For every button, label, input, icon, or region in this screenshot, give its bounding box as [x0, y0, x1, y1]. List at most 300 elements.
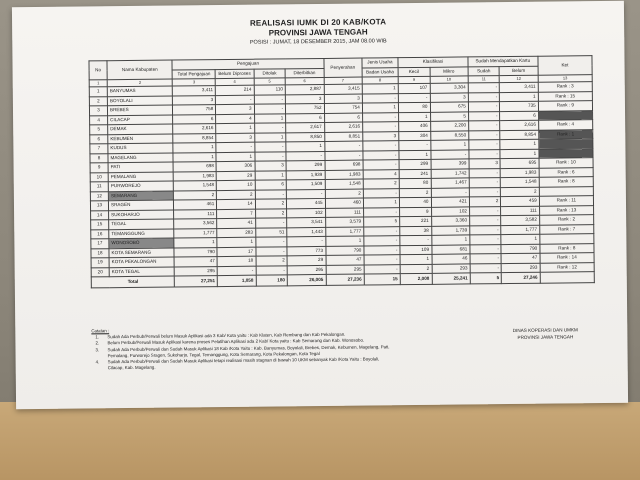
cell-no: 2	[89, 96, 107, 106]
cell-no: 1	[89, 87, 107, 97]
index-cell: 9	[398, 76, 430, 83]
cell-no: 18	[91, 248, 109, 258]
cell-total: 758	[173, 105, 216, 115]
cell-terbit: 1,509	[286, 179, 324, 189]
total-kecil: 2,008	[400, 273, 432, 284]
cell-terbit: 1	[286, 141, 324, 151]
cell-total: 2,616	[173, 124, 216, 134]
cell-total: 461	[174, 200, 217, 210]
index-cell: 1	[89, 80, 107, 87]
cell-belumk: 2,616	[500, 120, 538, 130]
cell-mikro: 102	[431, 206, 469, 216]
cell-sudah: -	[469, 168, 501, 178]
cell-belum: 283	[217, 228, 255, 238]
desk-surface	[0, 402, 640, 480]
cell-serah: 3	[324, 94, 362, 104]
cell-ditolak: -	[254, 123, 286, 133]
cell-name: SUKOHARJO	[109, 210, 175, 220]
cell-sudah: -	[470, 263, 502, 273]
cell-name: WONOSOBO	[109, 238, 175, 248]
cell-no: 12	[90, 191, 108, 201]
header-pengajuan: Pengajuan	[172, 58, 323, 69]
cell-name: BOYOLALI	[107, 96, 173, 106]
cell-ditolak: -	[255, 189, 287, 199]
cell-name: KOTA PEKALONGAN	[109, 257, 175, 267]
cell-ket: Rank : 4	[538, 120, 592, 130]
cell-total: 1	[173, 152, 216, 162]
cell-ket	[540, 234, 594, 244]
cell-kecil: 40	[399, 197, 431, 207]
cell-belumk: 3,582	[501, 215, 539, 225]
cell-name: PATI	[108, 162, 174, 172]
index-cell: 5	[254, 78, 286, 85]
cell-total: 47	[174, 257, 217, 267]
cell-sudah: -	[469, 178, 501, 188]
cell-belum: 17	[217, 247, 255, 257]
realisasi-table	[88, 55, 594, 288]
cell-sudah: -	[468, 111, 500, 121]
cell-serah: 2,616	[324, 122, 362, 132]
header-mikro: Mikro	[430, 66, 468, 76]
cell-no: 10	[90, 172, 108, 182]
cell-name: KUDUS	[108, 143, 174, 153]
cell-name: DEMAK	[108, 124, 174, 134]
cell-ditolak: -	[256, 265, 288, 275]
cell-mikro: 675	[430, 102, 468, 112]
cell-badan: -	[364, 264, 400, 274]
cell-ditolak: -	[254, 142, 286, 152]
cell-serah: 295	[326, 265, 364, 275]
cell-sudah: -	[470, 225, 502, 235]
cell-belum: 1	[216, 123, 254, 133]
cell-mikro: 399	[431, 159, 469, 169]
cell-belumk: 1	[500, 92, 538, 102]
cell-kecil: -	[398, 93, 430, 103]
cell-ket	[539, 186, 593, 196]
cell-badan: -	[364, 226, 400, 236]
cell-kecil: 2	[399, 188, 431, 198]
cell-terbit: 299	[286, 160, 324, 170]
cell-ket: Rank : 8	[540, 243, 594, 253]
cell-badan: 2	[363, 179, 399, 189]
cell-total: 3,411	[173, 86, 216, 96]
cell-sudah: -	[468, 102, 500, 112]
cell-mikro: -	[431, 187, 469, 197]
cell-serah: 8,851	[324, 132, 362, 142]
cell-ditolak: 3	[255, 161, 287, 171]
cell-serah: 1	[325, 236, 363, 246]
cell-ket: Rank : 7	[539, 224, 593, 234]
total-sudah: 5	[470, 273, 502, 284]
cell-sudah: -	[470, 254, 502, 264]
index-cell: 13	[538, 75, 592, 83]
cell-ditolak: 1	[255, 170, 287, 180]
total-belumk: 27,246	[502, 272, 540, 283]
cell-ket	[539, 148, 593, 158]
cell-belum: 1	[217, 237, 255, 247]
cell-belumk: 111	[501, 206, 539, 216]
cell-mikro: 3,304	[430, 83, 468, 93]
cell-ket: Rank : 1	[538, 129, 592, 139]
cell-terbit: -	[287, 189, 325, 199]
cell-no: 4	[90, 115, 108, 125]
cell-sudah: -	[469, 140, 501, 150]
cell-belumk: 2	[501, 187, 539, 197]
cell-no: 8	[90, 153, 108, 163]
cell-badan: -	[363, 150, 399, 160]
cell-kecil: 299	[399, 159, 431, 169]
cell-belumk: 293	[502, 263, 540, 273]
cell-sudah: -	[470, 244, 502, 254]
cell-no: 9	[90, 163, 108, 173]
cell-belumk: 790	[501, 244, 539, 254]
cell-terbit: 1,939	[286, 170, 324, 180]
cell-no: 20	[91, 267, 109, 277]
cell-belumk: 47	[501, 253, 539, 263]
index-cell: 7	[324, 77, 362, 84]
cell-terbit: 2,887	[285, 84, 323, 94]
cell-name: SRAGEN	[108, 200, 174, 210]
cell-belum: -	[217, 266, 255, 276]
cell-badan: 1	[362, 84, 398, 94]
cell-mikro: 1,467	[431, 178, 469, 188]
cell-sudah: 3	[469, 159, 501, 169]
cell-sudah: -	[468, 83, 500, 93]
cell-terbit: 2,617	[286, 122, 324, 132]
cell-serah: 754	[324, 103, 362, 113]
cell-no: 13	[90, 201, 108, 211]
document-sheet	[12, 1, 628, 409]
cell-terbit: 773	[287, 246, 325, 256]
total-badan: 15	[364, 274, 400, 285]
cell-mikro: 8,550	[430, 130, 468, 140]
cell-belum: 14	[217, 199, 255, 209]
cell-ket: Rank : 6	[539, 167, 593, 177]
cell-sudah: -	[469, 216, 501, 226]
notes-heading: Catatan :	[91, 328, 110, 334]
cell-ditolak: 2	[255, 199, 287, 209]
cell-total: 1,983	[174, 171, 217, 181]
header-diterbitkan: Diterbitkan	[285, 68, 323, 78]
cell-badan: -	[363, 188, 399, 198]
cell-kecil: 1	[399, 150, 431, 160]
cell-name: MAGELANG	[108, 153, 174, 163]
cell-ket	[538, 110, 592, 120]
cell-serah: 1,548	[325, 179, 363, 189]
cell-total: 111	[174, 209, 217, 219]
cell-kecil: -	[400, 235, 432, 245]
cell-belumk: 1,548	[501, 177, 539, 187]
cell-badan: 4	[363, 169, 399, 179]
cell-name: SEMARANG	[108, 191, 174, 201]
cell-name: CILACAP	[108, 115, 174, 125]
cell-belum: -	[216, 95, 254, 105]
cell-badan: -	[363, 122, 399, 132]
cell-badan: 1	[363, 198, 399, 208]
cell-ket: Rank : 11	[539, 196, 593, 206]
index-cell: 3	[173, 79, 216, 86]
cell-sudah: 2	[469, 197, 501, 207]
cell-total: 295	[175, 266, 218, 276]
cell-ditolak: 51	[255, 227, 287, 237]
cell-total: 1,777	[174, 228, 217, 238]
cell-belumk: 1	[500, 149, 538, 159]
header-sudah: Sudah	[468, 66, 500, 76]
total-terbit: 26,005	[287, 274, 325, 285]
cell-total: 3	[173, 95, 216, 105]
cell-sudah: -	[469, 149, 501, 159]
cell-total: 1,548	[174, 181, 217, 191]
note-number: 2.	[95, 340, 100, 346]
cell-total: 8,854	[173, 133, 216, 143]
cell-name: TEMANGGUNG	[109, 229, 175, 239]
index-cell: 4	[215, 78, 253, 85]
cell-sudah: -	[468, 121, 500, 131]
note-item	[92, 356, 392, 372]
cell-badan: -	[364, 255, 400, 265]
cell-serah: -	[324, 141, 362, 151]
total-total: 27,251	[175, 276, 218, 287]
cell-ditolak: 1	[254, 132, 286, 142]
cell-serah: 698	[325, 160, 363, 170]
cell-name: TEGAL	[109, 219, 175, 229]
index-cell: 8	[362, 77, 398, 84]
cell-total: 698	[173, 162, 216, 172]
cell-ditolak: -	[255, 151, 287, 161]
cell-sudah: -	[468, 92, 500, 102]
cell-terbit: -	[287, 236, 325, 246]
total-ket	[540, 272, 594, 284]
cell-belum: 1	[216, 152, 254, 162]
cell-kecil: 1	[400, 254, 432, 264]
cell-name: PURWOREJO	[108, 181, 174, 191]
cell-belumk: 1	[501, 234, 539, 244]
cell-name: KOTA SEMARANG	[109, 248, 175, 258]
cell-badan: -	[364, 236, 400, 246]
cell-mikro: 2,200	[430, 121, 468, 131]
header-klasifikasi: Klasifikasi	[398, 57, 468, 67]
cell-sudah: -	[469, 206, 501, 216]
cell-serah: 790	[325, 246, 363, 256]
cell-serah: 2	[325, 189, 363, 199]
cell-terbit: 6	[286, 113, 324, 123]
cell-mikro: 681	[431, 244, 469, 254]
cell-no: 5	[90, 125, 108, 135]
cell-no: 16	[91, 229, 109, 239]
document-posisi: POSISI : JUMAT, 18 DESEMBER 2015, JAM 08.00 WIB	[249, 38, 387, 46]
cell-total: 6	[173, 114, 216, 124]
cell-total: 1	[173, 143, 216, 153]
cell-kecil: -	[399, 140, 431, 150]
cell-belum: -	[216, 142, 254, 152]
notes-block	[91, 325, 391, 372]
cell-ket: Rank : 10	[539, 158, 593, 168]
document-header	[12, 15, 624, 48]
cell-no: 17	[91, 239, 109, 249]
cell-belum: 29	[216, 171, 254, 181]
cell-kecil: 406	[399, 121, 431, 131]
cell-mikro: 1	[431, 235, 469, 245]
total-serah: 27,236	[326, 274, 364, 285]
cell-belum: 3	[216, 104, 254, 114]
cell-kecil: 38	[400, 226, 432, 236]
cell-terbit: 3	[286, 94, 324, 104]
header-kecil: Kecil	[398, 67, 430, 77]
cell-kecil: 109	[400, 245, 432, 255]
cell-name: BREBES	[107, 105, 173, 115]
total-ditolak: 180	[256, 275, 288, 286]
cell-badan: 1	[362, 103, 398, 113]
header-belum: Belum	[499, 66, 537, 76]
cell-serah: 460	[325, 198, 363, 208]
cell-ditolak: 2	[256, 256, 288, 266]
cell-belumk: 1,777	[501, 225, 539, 235]
cell-name: KOTA TEGAL	[109, 267, 175, 277]
header-jenis-usaha: Jenis Usaha	[362, 58, 398, 68]
cell-ditolak: 2	[255, 208, 287, 218]
cell-mikro: 5	[430, 111, 468, 121]
cell-belum: 18	[217, 256, 255, 266]
cell-ket: Rank : 15	[538, 91, 592, 101]
cell-belumk: 8,854	[500, 130, 538, 140]
cell-serah: 3,415	[324, 84, 362, 94]
cell-belum: 10	[217, 180, 255, 190]
cell-ket: Rank : 13	[539, 205, 593, 215]
cell-kecil: 304	[399, 131, 431, 141]
cell-terbit: 3,541	[287, 217, 325, 227]
cell-serah: 47	[326, 255, 364, 265]
cell-terbit: 445	[287, 198, 325, 208]
cell-ket: Rank : 14	[540, 253, 594, 263]
cell-belumk: 695	[500, 158, 538, 168]
signature-line-2: PROVINSI JAWA TENGAH	[517, 333, 574, 340]
cell-serah: 3,579	[325, 217, 363, 227]
cell-badan: -	[364, 245, 400, 255]
signature-line-1: DINAS KOPERASI DAN UMKM	[512, 327, 578, 333]
cell-kecil: 1	[398, 112, 430, 122]
cell-mikro: 3	[430, 92, 468, 102]
cell-no: 3	[89, 106, 107, 116]
cell-terbit: 29	[287, 255, 325, 265]
cell-badan: -	[363, 141, 399, 151]
cell-serah: 1,777	[325, 227, 363, 237]
cell-terbit: 8,850	[286, 132, 324, 142]
cell-serah: 6	[324, 113, 362, 123]
cell-total: 790	[174, 247, 217, 257]
cell-kecil: 9	[399, 207, 431, 217]
index-cell: 10	[430, 76, 468, 83]
cell-belum: 306	[216, 161, 254, 171]
cell-no: 6	[90, 134, 108, 144]
header-belum-diproses: Belum Diproses	[215, 69, 253, 79]
cell-total: 1	[174, 238, 217, 248]
cell-no: 15	[91, 220, 109, 230]
cell-belumk: 3,411	[500, 82, 538, 92]
note-text: Sudah Ada Perbub/Perwali belum Masuk Aplikasi ada 3 Kab/ Kota yaitu : Kab Klaten, Kab Rembang dan Kab Pekalongan.	[107, 331, 346, 340]
cell-kecil: 80	[399, 178, 431, 188]
cell-sudah: -	[469, 130, 501, 140]
note-number: 3.	[95, 346, 100, 352]
cell-badan: -	[362, 93, 398, 103]
cell-belum: 2	[217, 190, 255, 200]
cell-ket: Rank : 9	[538, 101, 592, 111]
cell-belumk: 6	[500, 111, 538, 121]
note-text: Sudah Ada Perbub/Perwali dan Sudah Masuk Aplikasi 18 Kab /Kota Yaitu : Kab. Banyumas, Boyolali, Brebes, Demak, Kebumen, Magelang, Pati, Pemalang, Purworejo Sragen, Sukoharjo, Tegal, Temanggung, Kota Semarang, Kota Pekalongan, Kota Tegal	[107, 343, 390, 359]
document-title: REALISASI IUMK DI 20 KAB/KOTA	[249, 17, 387, 28]
cell-badan: 3	[363, 131, 399, 141]
cell-mikro: -	[430, 149, 468, 159]
cell-ket: Rank : 2	[539, 215, 593, 225]
cell-serah: -	[324, 151, 362, 161]
cell-ditolak: -	[254, 94, 286, 104]
cell-mikro: 1	[430, 140, 468, 150]
signature-block	[485, 327, 605, 341]
header-total-pengajuan: Total Pengajuan	[173, 69, 216, 79]
index-cell: 2	[107, 79, 172, 87]
cell-badan: -	[363, 160, 399, 170]
cell-belum: 4	[216, 114, 254, 124]
cell-no: 7	[90, 144, 108, 154]
cell-mikro: 293	[432, 263, 470, 273]
cell-mikro: 46	[432, 254, 470, 264]
total-mikro: 25,241	[432, 273, 470, 284]
total-label: Total	[91, 276, 175, 288]
cell-mikro: 1,742	[431, 168, 469, 178]
document-subtitle: PROVINSI JAWA TENGAH	[268, 27, 368, 38]
cell-kecil: 80	[398, 102, 430, 112]
note-number: 4.	[95, 359, 100, 365]
cell-belum: 41	[217, 218, 255, 228]
cell-ditolak: -	[255, 218, 287, 228]
cell-belumk: 459	[501, 196, 539, 206]
header-ket: Ket	[538, 56, 592, 76]
cell-name: PEMALANG	[108, 172, 174, 182]
cell-belum: 3	[216, 133, 254, 143]
header-sudah-kartu: Sudah Mendapatkan Kartu	[468, 56, 538, 66]
cell-badan: -	[362, 112, 398, 122]
cell-kecil: 241	[399, 169, 431, 179]
cell-name: KEBUMEN	[108, 134, 174, 144]
cell-serah: 111	[325, 208, 363, 218]
header-nama: Nama Kabupaten	[107, 60, 173, 80]
note-text: Belum Perbub/Perwali Masuk Aplikasi karena proses Pelatihan Aplikasi ada 2 Kab/ Kota yaitu : Kab Semarang dan Kab. Wonosobo.	[107, 337, 365, 346]
header-no: No	[89, 61, 107, 80]
cell-serah: 1,983	[325, 170, 363, 180]
cell-no: 11	[90, 182, 108, 192]
cell-no: 19	[91, 258, 109, 268]
cell-mikro: 421	[431, 197, 469, 207]
cell-ditolak: -	[256, 246, 288, 256]
header-ditolak: Ditolak	[254, 68, 286, 78]
cell-ditolak: -	[255, 237, 287, 247]
cell-belumk: 1	[500, 139, 538, 149]
cell-belum: 7	[217, 209, 255, 219]
cell-kecil: 2	[400, 264, 432, 274]
index-cell: 12	[500, 75, 538, 82]
index-cell: 6	[285, 77, 323, 84]
cell-sudah: -	[470, 235, 502, 245]
header-penyerahan: Penyerahan	[324, 58, 363, 77]
cell-terbit: 102	[287, 208, 325, 218]
cell-belumk: 1,983	[501, 168, 539, 178]
cell-belum: 214	[216, 85, 254, 95]
cell-belumk: 735	[500, 101, 538, 111]
total-belum: 1,058	[218, 275, 256, 286]
table-body	[89, 75, 594, 288]
cell-sudah: -	[469, 187, 501, 197]
cell-ket	[539, 139, 593, 149]
cell-terbit: 295	[287, 265, 325, 275]
